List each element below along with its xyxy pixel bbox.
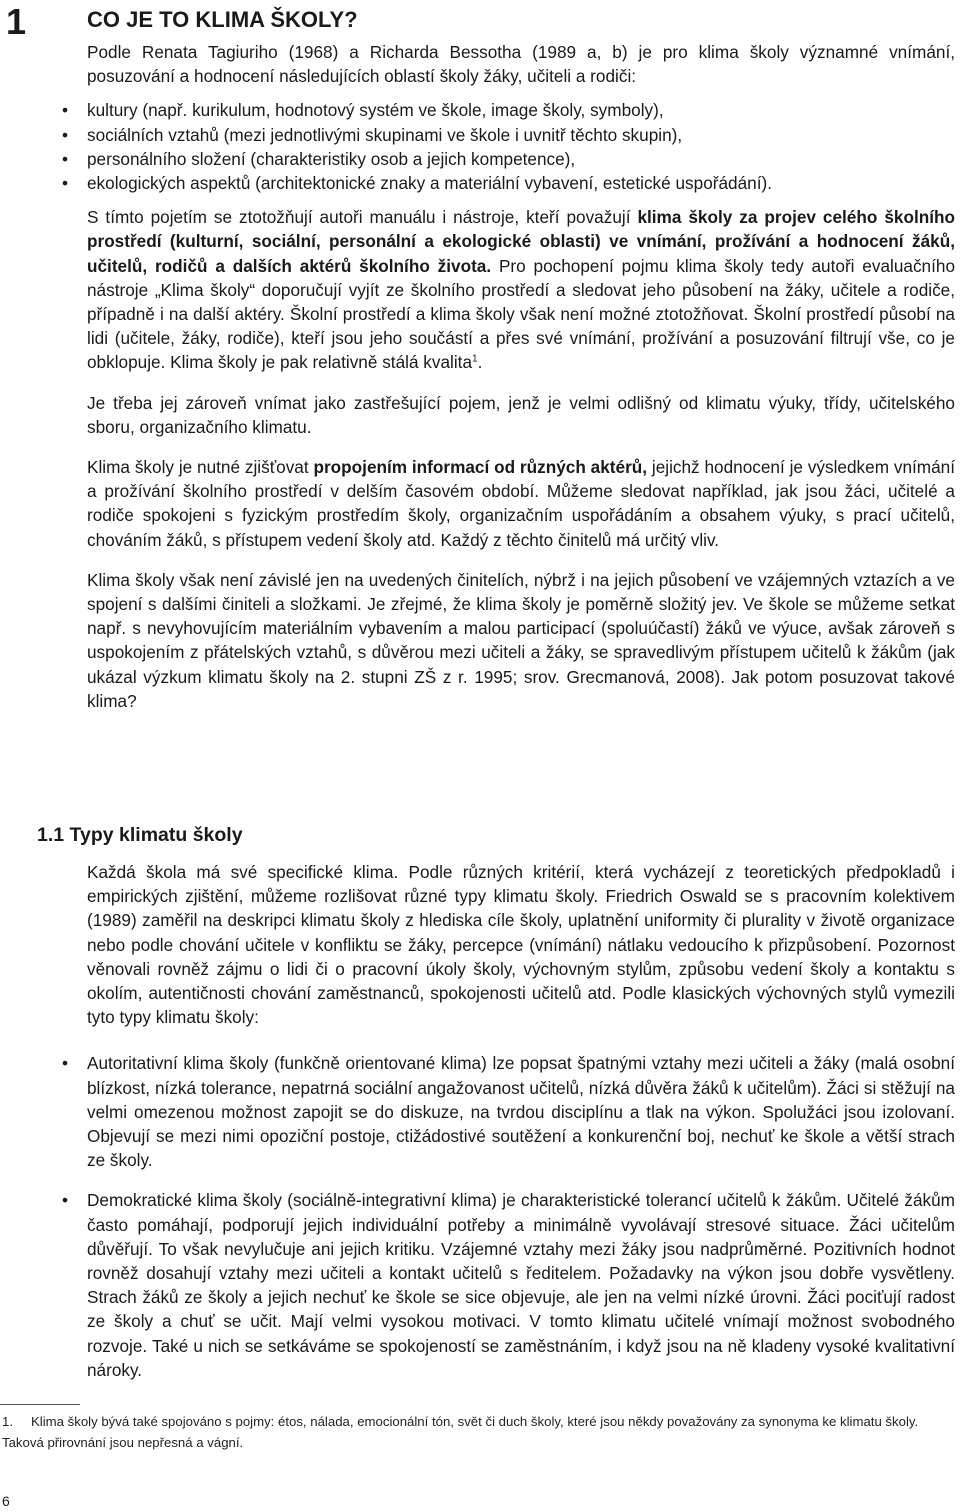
list-item: • sociálních vztahů (mezi jednotlivými skupinami ve škole i uvnitř těchto skupin), [87,123,955,147]
definition-emphasis: klima školy za projev celého školního prostředí (kulturní, sociální, personální a ekologické oblasti) ve vnímání, prožívání a hodnocení žáků, učitelů, rodičů a dalších aktérů školního života. [87,207,955,276]
climate-areas-list [87,98,955,195]
list-item: • Demokratické klima školy (sociálně-integrativní klima) je charakteristické tolerancí učitelů k žákům. Učitelé žákům často pomáhají, podporují jejich individuální potřeby a minimálně vyvolávají stresové situace. Žáci učitelům důvěřují. To však nevylučuje ani jejich kritiku. Vzájemné vztahy mezi žáky jsou nadprůměrné. Pozitivních hodnot rovněž dosahují vztahy mezi učiteli a kontakt učitelů s ředitelem. Požadavky na výkon jsou dobře vysvětleny. Strach žáků ze školy a jejich nechuť ke škole se sice objevuje, ale jen na velmi nízké úrovni. Žáci pociťují radost ze školy a chuť se učit. Mají velmi vysokou motivaci. V tomto klimatu učitelé vnímají možnost svobodného rozvoje. Také u nich se setkáváme se spokojeností se zaměstnáním, i když jsou na ně kladeny vysoké kvalitativní nároky. [87,1188,955,1382]
actors-paragraph [87,455,955,552]
section-intro-paragraph: Každá škola má své specifické klima. Podle různých kritérií, která vycházejí z teoretických předpokladů i empirických zjištění, můžeme rozlišovat různé typy klimatu školy. Friedrich Oswald se s pracovním kolektivem (1989) zaměřil na deskripci klimatu školy z hlediska cíle školy, uplatnění uniformity či plurality v životě organizace nebo podle chování učitele v konfliktu se žáky, percepce (vnímání) nátlaku vedoucího k přizpůsobení. Pozornost věnovali rovněž zájmu o lidi či o pracovní úkoly školy, výchovným stylům, způsobu vedení školy a kontaktu s okolím, autentičnosti chování zaměstnanců, spokojenosti učitelů atd. Podle klasických výchovných stylů vymezili tyto typy klimatu školy: [87,862,955,1028]
list-item: • personálního složení (charakteristiky osob a jejich kompetence), [87,147,955,171]
footnote-text: Klima školy bývá také spojováno s pojmy: étos, nálada, emocionální tón, svět či duch školy, které jsou někdy považovány za synonyma ke klimatu školy. Taková přirovnání jsou nepřesná a vágní. [2,1414,919,1450]
text-run: Klima školy je nutné zjišťovat [87,457,314,478]
actors-emphasis: propojením informací od různých aktérů, [313,457,648,478]
list-item: • Autoritativní klima školy (funkčně orientované klima) lze popsat špatnými vztahy mezi učiteli a žáky (malá osobní blízkost, nízká tolerance, nepatrná sociální angažovanost učitelů, nízká důvěra žáků k učitelům). Žáci si stěžují na velmi omezenou možnost zapojit se do diskuze, na tvrdou disciplínu a tlak na výkon. Spolužáci jsou izolovaní. Objevují se mezi nimi opoziční postoje, ctižádostivé soutěžení a konkurenční boj, nechuť ke škole a větší strach ze školy. [87,1051,955,1172]
section-body [87,860,955,1382]
umbrella-paragraph: Je třeba jej zároveň vnímat jako zastřešující pojem, jenž je velmi odlišný od klimatu výuky, třídy, učitelského sboru, organizačního klimatu. [87,392,955,437]
list-item: • ekologických aspektů (architektonické znaky a materiální vybavení, estetické uspořádání). [87,171,955,195]
definition-paragraph [87,205,955,374]
footnote-divider [0,1404,80,1405]
chapter-number: 1 [6,1,27,42]
intro-paragraph: Podle Renata Tagiuriho (1968) a Richarda Bessotha (1989 a, b) je pro klima školy významné vnímání, posuzování a hodnocení následujících oblastí školy žáky, učiteli a rodiči: [87,42,955,87]
footnote-reference[interactable]: 1 [472,353,478,365]
text-run: S tímto pojetím se ztotožňují autoři manuálu i nástroje, kteří považují [87,207,638,228]
text-run: . [477,352,483,373]
chapter-title: CO JE TO KLIMA ŠKOLY? [87,7,358,32]
climate-types-list [87,1051,955,1382]
text-run: jejichž hodnocení je výsledkem vnímání a prožívání školního prostředí v delším časovém období. Můžeme sledovat například, jak jsou žáci, učitelé a rodiče spokojeni s fyzickým prostředím školy, organizačním uspořádáním a obsahem výuky, s prací učitelů, chováním žáků, s přístupem vedení školy atd. Každý z těchto činitelů má určitý vliv. [87,457,955,550]
page-number: 6 [2,1493,10,1509]
footnote-mark: 1. [2,1414,13,1429]
footnote [2,1411,952,1453]
section-heading: 1.1 Typy klimatu školy [37,824,243,846]
list-item: • kultury (např. kurikulum, hodnotový systém ve škole, image školy, symboly), [87,98,955,122]
chapter-body [87,40,955,713]
complexity-paragraph: Klima školy však není závislé jen na uvedených činitelích, nýbrž i na jejich působení ve vzájemných vztazích a ve spojení s dalšími činiteli a složkami. Je zřejmé, že klima školy je poměrně složitý jev. Ve škole se můžeme setkat např. s nevyhovujícím materiálním vybavením a malou participací (spoluúčastí) žáků ve výuce, avšak zároveň s uspokojením z přátelských vztahů, s důvěrou mezi učiteli a žáky, se spravedlivým přístupem učitelů k žákům (jak ukázal výzkum klimatu školy na 2. stupni ZŠ z r. 1995; srov. Grecmanová, 2008). Jak potom posuzovat takové klima? [87,569,955,711]
text-run: Pro pochopení pojmu klima školy tedy autoři evaluačního nástroje „Klima školy“ doporučují vyjít ze školního prostředí a sledovat jeho působení na žáky, učitele a rodiče, případně i na další aktéry. Školní prostředí a klima školy však není možné ztotožňovat. Školní prostředí působí na lidi (učitele, žáky, rodiče), kteří jsou jeho součástí a přes své vnímání, prožívání a posuzování filtrují vše, co je obklopuje. Klima školy je pak relativně stálá kvalita [87,255,955,373]
